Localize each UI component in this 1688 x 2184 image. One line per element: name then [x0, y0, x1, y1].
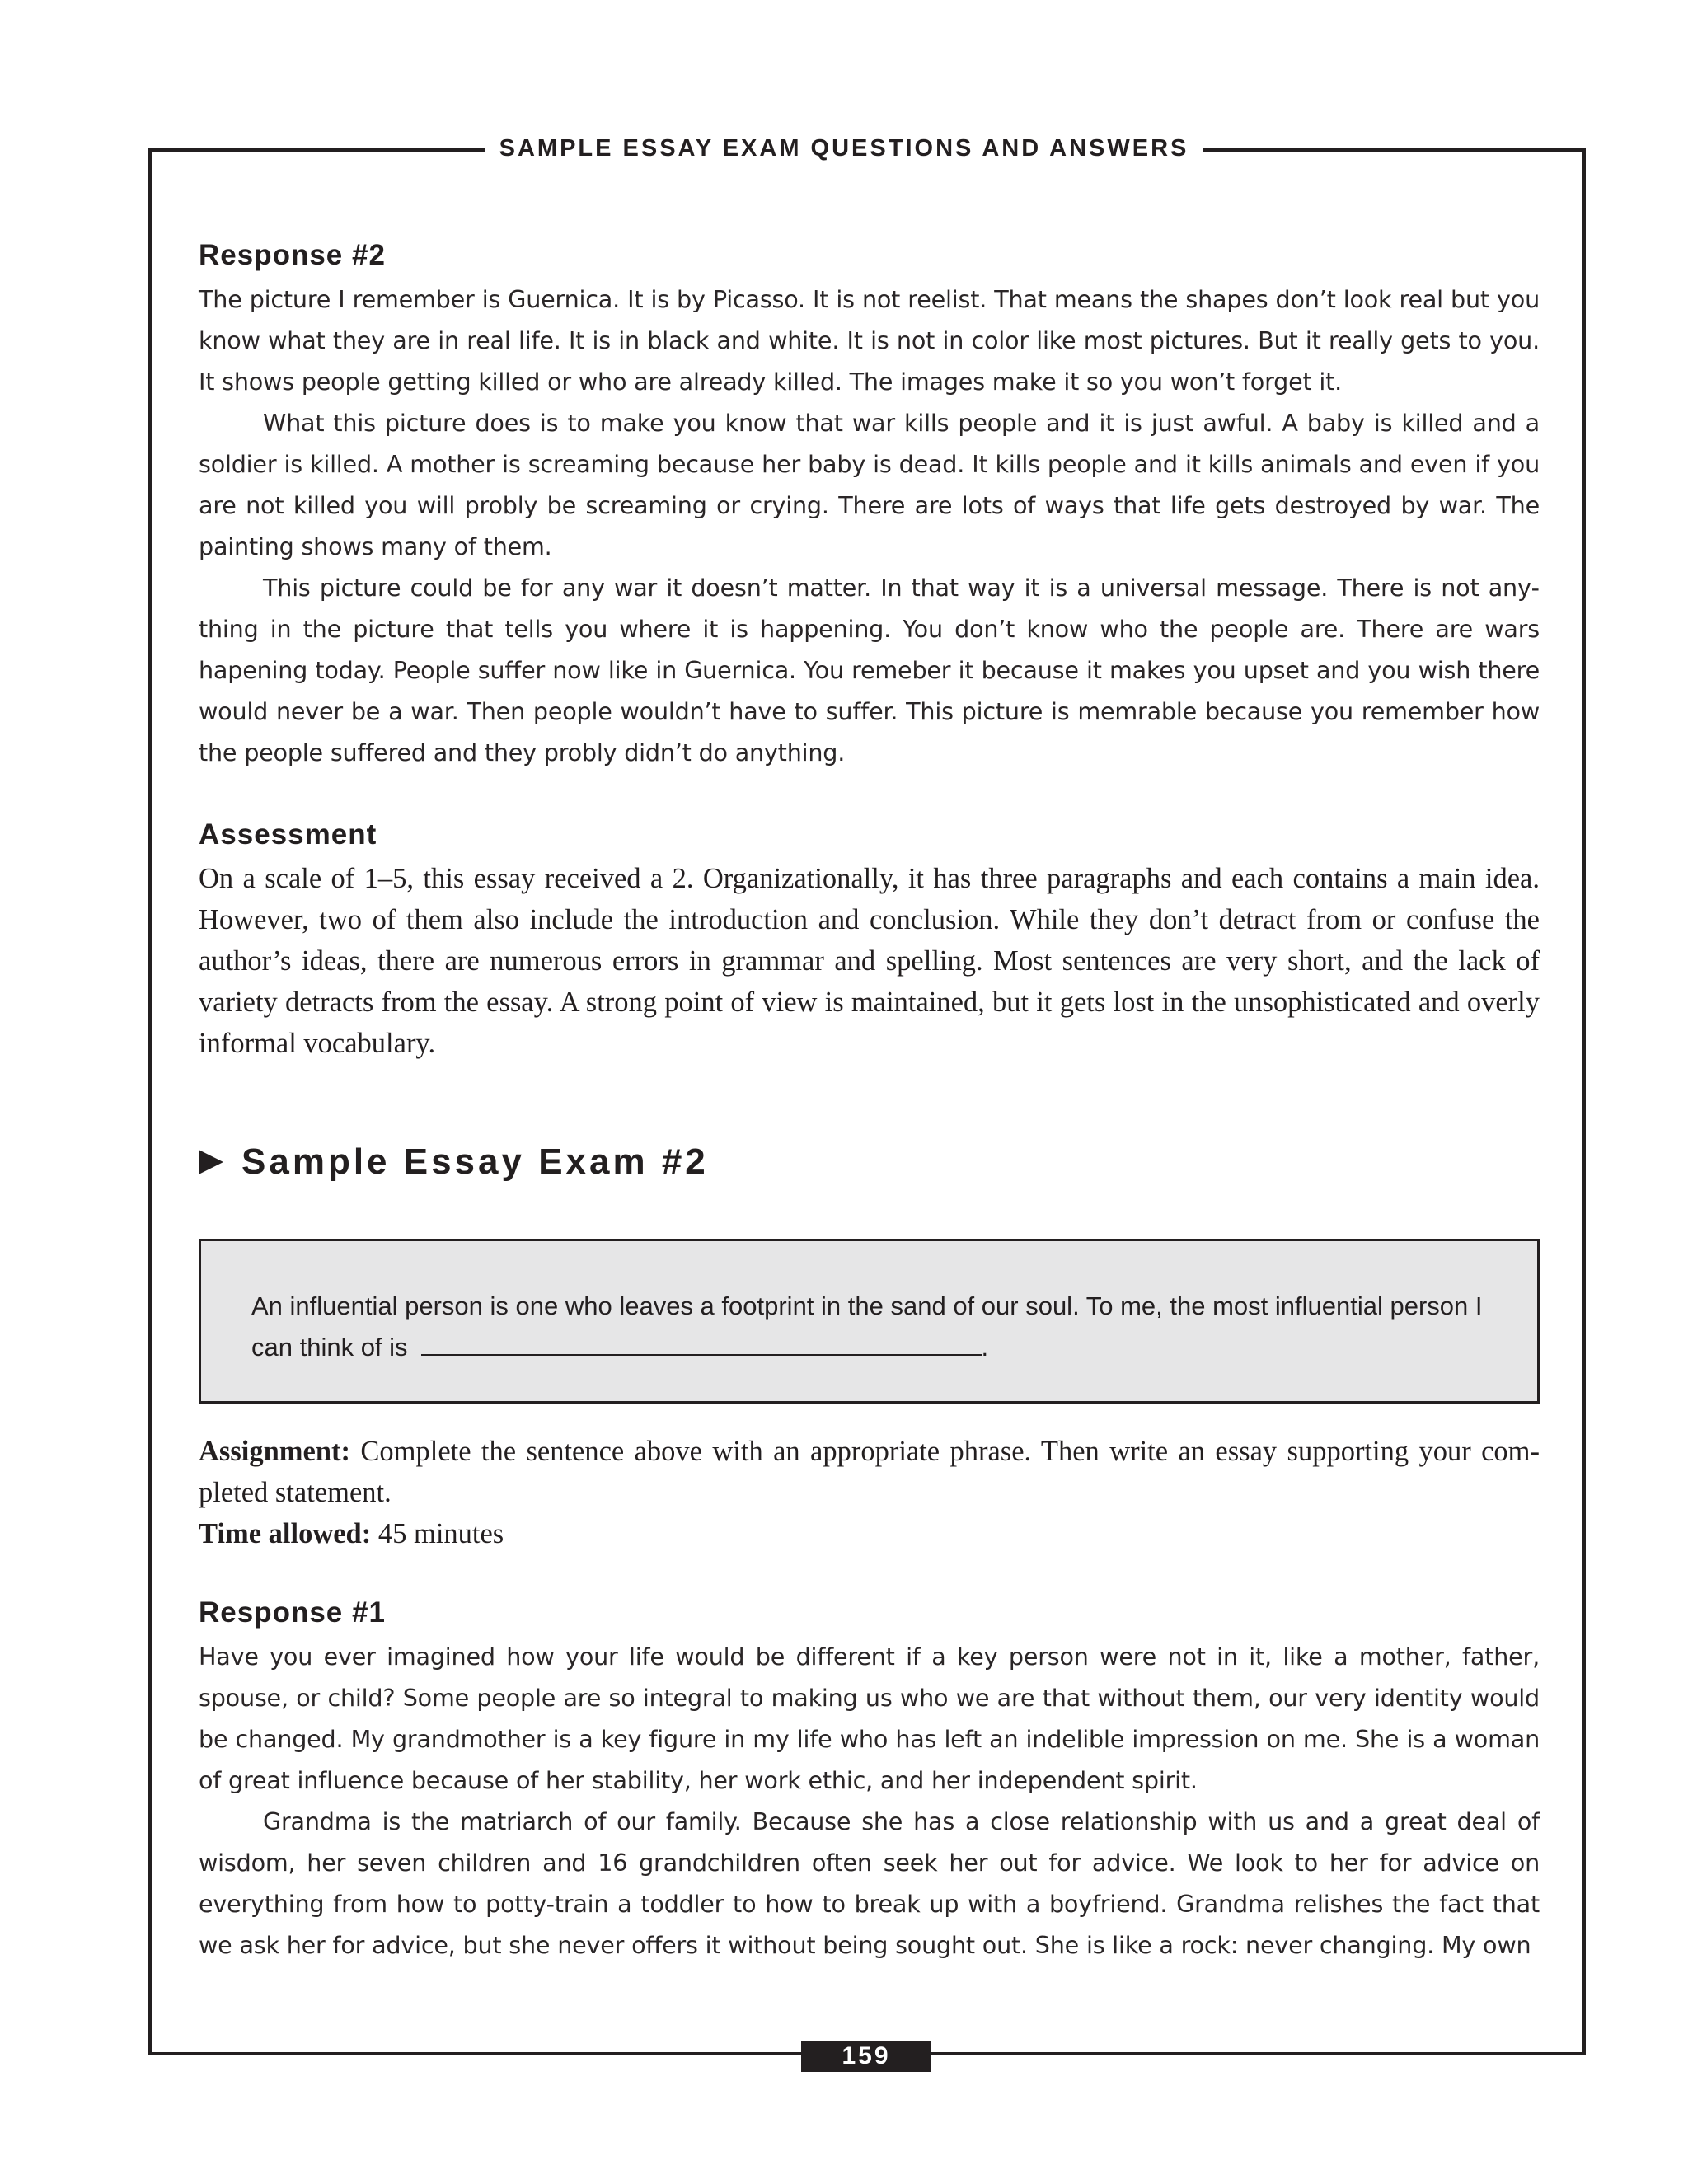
exam-2-title: [199, 1141, 1540, 1183]
time-allowed-label: Time allowed:: [199, 1518, 372, 1549]
prompt-text: An influential person is one who leaves a footprint in the sand of our soul. To me, the most influential person I can think of is: [251, 1291, 1483, 1361]
response-1-heading: Response #1: [199, 1596, 386, 1629]
assignment-text: Complete the sentence above with an appropriate phrase. Then write an essay supporting your completed statement.: [199, 1436, 1540, 1508]
response-2-section: [199, 239, 1540, 272]
assignment-block: [199, 1431, 1540, 1554]
response-1-paragraph: Grandma is the matriarch of our family. Because she has a close relationship with us and a great deal of wisdom, her seven children and 16 grandchildren often seek her out for advice. We look to her for advice on everything from how to potty-train a toddler to how to break up with a boyfriend. Grandma relishes the fact that we ask her for advice, but she never offers it without being sought out. She is like a rock: never changing. My own: [199, 1807, 1540, 1959]
response-1-body: [199, 1636, 1540, 1966]
assessment-text: On a scale of 1–5, this essay received a 2. Organizationally, it has three paragraphs and each contains a main idea. However, two of them also include the introduction and conclusion. While they don’t detract from or confuse the author’s ideas, there are numerous errors in grammar and spelling. Most sentences are very short, and the lack of variety detracts from the essay. A strong point of view is maintained, but it gets lost in the unsophisticated and overly informal vocabulary.: [199, 863, 1540, 1059]
page-number: 159: [801, 2041, 931, 2072]
triangle-bullet-icon: [199, 1150, 223, 1174]
response-1-section: [199, 1596, 1540, 1629]
exam-2-section: [199, 1141, 1540, 1183]
exam-2-title-text: Sample Essay Exam #2: [241, 1141, 709, 1182]
response-2-heading: Response #2: [199, 239, 386, 271]
response-2-paragraph: The picture I remember is Guernica. It is by Picasso. It is not reelist. That means the shapes don’t look real but you know what they are in real life. It is in black and white. It is not in color like most pictures. But it really gets to you. It shows people getting killed or who are already killed. The images make it so you won’t forget it.: [199, 285, 1540, 396]
fill-in-blank: [421, 1329, 982, 1356]
prompt-period: .: [981, 1333, 989, 1361]
prompt-box: [199, 1239, 1540, 1404]
running-header: [0, 132, 1688, 165]
response-1-paragraph: Have you ever imagined how your life would be different if a key person were not in it, like a mother, father, spouse, or child? Some people are so integral to making us who we are that without them, our very identity would be changed. My grandmother is a key figure in my life who has left an indelible impression on me. She is a woman of great influence because of her stability, her work ethic, and her independent spirit.: [199, 1643, 1540, 1794]
response-2-paragraph: What this picture does is to make you know that war kills people and it is just awful. A baby is killed and a soldier is killed. A mother is screaming because her baby is dead. It kills people and it kills animals and even if you are not killed you will probly be screaming or crying. There are lots of ways that life gets destroyed by war. The painting shows many of them.: [199, 409, 1540, 560]
assessment-section: [199, 818, 1540, 851]
assignment-label: Assignment:: [199, 1436, 351, 1467]
assessment-body: [199, 858, 1540, 1064]
response-2-paragraph: This picture could be for any war it doesn’t matter. In that way it is a universal message. There is not anything in the picture that tells you where it is happening. You don’t know who the people are. There are wars hapening today. People suffer now like in Guernica. You remeber it because it makes you upset and you wish there would never be a war. Then people wouldn’t have to suffer. This picture is memrable because you remember how the people suffered and they probly didn’t do anything.: [199, 574, 1540, 766]
response-2-body: [199, 279, 1540, 773]
time-allowed-value: 45 minutes: [377, 1518, 504, 1549]
header-title: SAMPLE ESSAY EXAM QUESTIONS AND ANSWERS: [485, 132, 1204, 165]
assessment-heading: Assessment: [199, 818, 377, 851]
